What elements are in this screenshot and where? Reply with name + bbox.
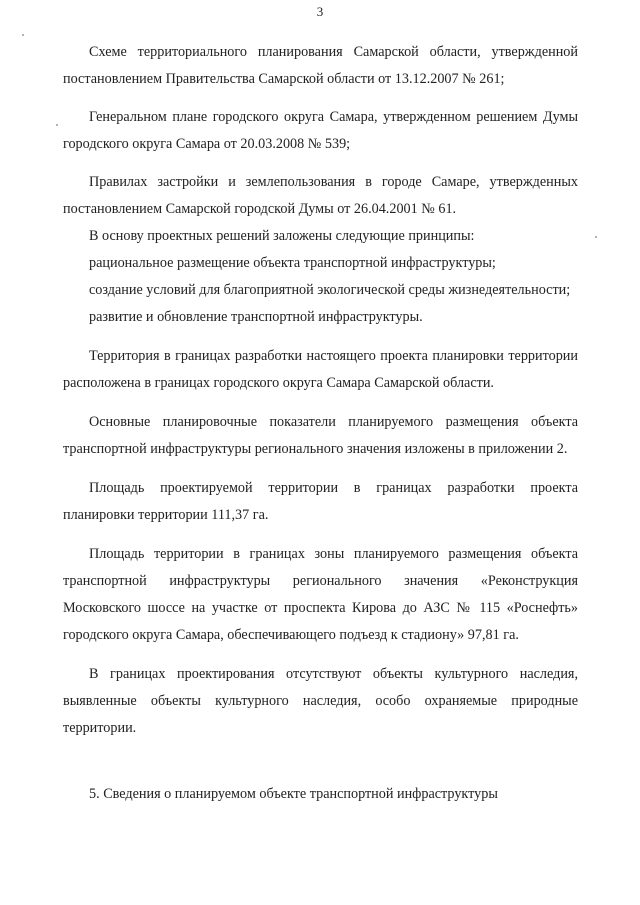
paragraph-principles-intro: В основу проектных решений заложены следующие принципы: [89,228,475,244]
scan-speck [595,236,597,238]
section-heading: 5. Сведения о планируемом объекте транспортной инфраструктуры [89,786,498,802]
paragraph-principle-placement: рациональное размещение объекта транспортной инфраструктуры; [89,255,496,271]
paragraph-building-rules: Правилах застройки и землепользования в городе Самаре, утвержденных постановлением Самарской городской Думы от 26.04.2001 № 61. [63,174,578,217]
paragraph-territorial-scheme: Схеме территориального планирования Самарской области, утвержденной постановлением Правительства Самарской области от 13.12.2007 № 261; [63,44,578,87]
paragraph-heritage-objects: В границах проектирования отсутствуют объекты культурного наследия, выявленные объекты культурного наследия, особо охраняемые природные территории. [63,666,578,736]
paragraph-territory-location: Территория в границах разработки настоящего проекта планировки территории расположена в границах городского округа Самара Самарской области. [63,348,578,391]
page-number: 3 [316,4,324,19]
scan-speck [56,124,58,126]
paragraph-general-plan: Генеральном плане городского округа Самара, утвержденном решением Думы городского округа Самара от 20.03.2008 № 539; [63,109,578,152]
paragraph-zone-area: Площадь территории в границах зоны планируемого размещения объекта транспортной инфраструктуры регионального значения «Реконструкция Московского шоссе на участке от проспекта Кирова до АЗС № 115 «Роснефть» городского округа Самара, обеспечивающего подъезд к стадиону» 97,81 га. [63,546,578,643]
document-body [63,39,578,742]
paragraph-project-area: Площадь проектируемой территории в границах разработки проекта планировки территории 111,37 га. [63,480,578,523]
paragraph-planning-indicators: Основные планировочные показатели планируемого размещения объекта транспортной инфраструктуры регионального значения изложены в приложении 2. [63,414,578,457]
paragraph-principle-environment: создание условий для благоприятной экологической среды жизнедеятельности; [89,282,571,298]
scan-speck [22,34,24,36]
paragraph-principle-development: развитие и обновление транспортной инфраструктуры. [89,309,423,325]
